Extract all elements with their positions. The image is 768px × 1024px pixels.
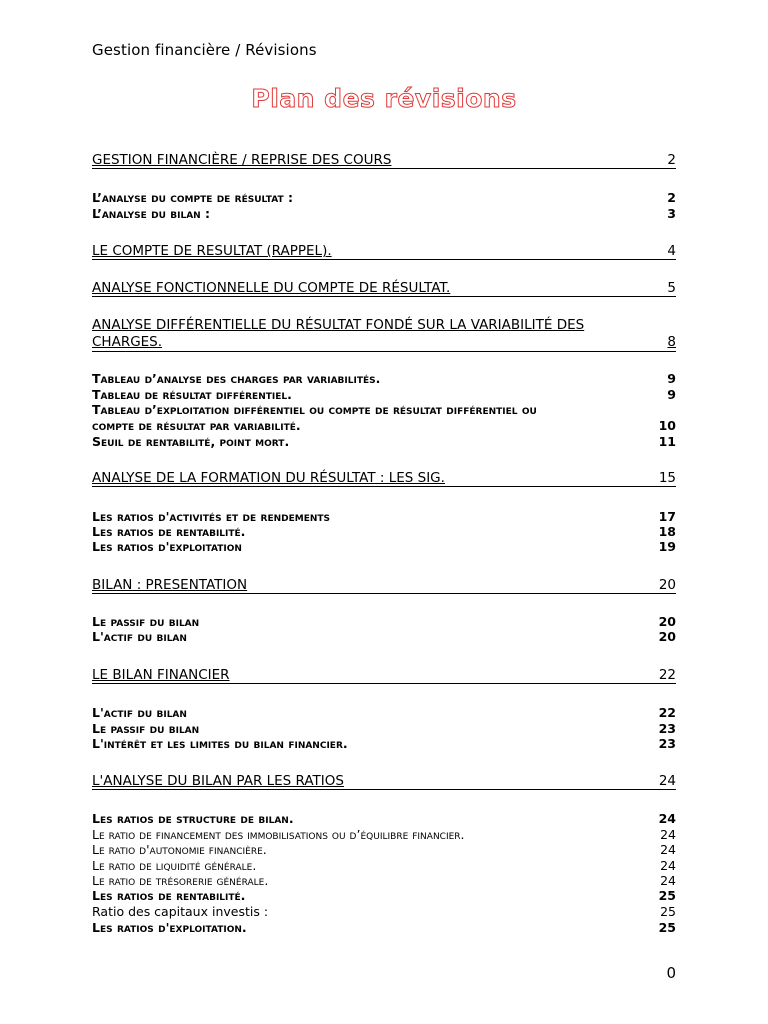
toc-entry-page: 2 (667, 152, 676, 168)
toc-entry-level3[interactable] (92, 873, 676, 888)
toc-entry-level2[interactable] (92, 614, 676, 629)
toc-entry-level1[interactable] (92, 280, 676, 297)
toc-entry-page: 23 (658, 721, 676, 736)
toc-entry-label: ANALYSE DIFFÉRENTIELLE DU RÉSULTAT FONDÉ SUR LA VARIABILITÉ DES (92, 317, 585, 333)
toc-entry-level3[interactable] (92, 858, 676, 873)
toc-entry-label: L’analyse du bilan : (92, 206, 211, 221)
toc-entry-label: Les ratios d'activités et de rendements (92, 509, 331, 524)
toc-entry-label: Le ratio de financement des immobilisations ou d’équilibre financier. (92, 827, 465, 842)
toc-entry-label: Le ratio d'autonomie financière. (92, 842, 267, 857)
toc-entry-page: 22 (658, 667, 676, 683)
toc-entry-label: Tableau de résultat différentiel. (92, 387, 292, 402)
toc-entry-page: 20 (658, 629, 676, 644)
toc-entry-level2[interactable] (92, 524, 676, 539)
toc-entry-label: ANALYSE FONCTIONNELLE DU COMPTE DE RÉSULTAT. (92, 280, 451, 296)
toc-entry-page: 3 (667, 206, 676, 221)
toc-entry-page: 15 (658, 470, 676, 486)
toc-entry-level2[interactable] (92, 920, 676, 935)
toc-entry-level2[interactable] (92, 371, 676, 386)
toc-entry-level1[interactable] (92, 773, 676, 790)
toc-entry-label: Tableau d’exploitation différentiel ou compte de résultat différentiel ou (92, 402, 537, 417)
toc-entry-level2[interactable] (92, 206, 676, 221)
toc-entry-level2[interactable] (92, 402, 676, 434)
toc-entry-page: 8 (667, 334, 676, 350)
toc-entry-label: Ratio des capitaux investis : (92, 904, 269, 919)
toc-entry-level2[interactable] (92, 811, 676, 826)
toc-entry-page: 24 (660, 858, 676, 873)
toc-entry-label: Le ratio de liquidité générale. (92, 858, 257, 873)
toc-entry-label: GESTION FINANCIÈRE / REPRISE DES COURS (92, 152, 392, 168)
toc-entry-label: L’analyse du compte de résultat : (92, 190, 293, 205)
document-title: Plan des révisions (251, 84, 517, 113)
toc-entry-label: L'intérêt et les limites du bilan financier. (92, 736, 348, 751)
toc-entry-level2[interactable] (92, 509, 676, 524)
toc-entry-level3[interactable] (92, 842, 676, 857)
toc-entry-label: L'ANALYSE DU BILAN PAR LES RATIOS (92, 773, 344, 789)
toc-entry-label: Le passif du bilan (92, 614, 200, 629)
toc-entry-page: 24 (660, 873, 676, 888)
toc-entry-page: 24 (660, 827, 676, 842)
toc-entry-level2[interactable] (92, 888, 676, 903)
toc-entry-level2[interactable] (92, 539, 676, 554)
toc-entry-page: 10 (658, 418, 676, 433)
toc-entry-level2[interactable] (92, 721, 676, 736)
toc-entry-label: ANALYSE DE LA FORMATION DU RÉSULTAT : LES SIG. (92, 470, 445, 486)
toc-entry-label: Le passif du bilan (92, 721, 200, 736)
toc-entry-level2[interactable] (92, 736, 676, 751)
toc-entry-page: 24 (658, 811, 676, 826)
page-number: 0 (666, 964, 676, 982)
toc-entry-page: 2 (667, 190, 676, 205)
toc-entry-label: Les ratios de rentabilité. (92, 524, 246, 539)
toc-entry-label: L'actif du bilan (92, 629, 187, 644)
toc-entry-label: L'actif du bilan (92, 705, 187, 720)
toc-entry-level3[interactable] (92, 827, 676, 842)
toc-entry-page: 25 (658, 920, 676, 935)
toc-entry-page: 9 (667, 387, 676, 402)
toc-entry-page: 20 (658, 577, 676, 593)
toc-entry-level2[interactable] (92, 190, 676, 205)
toc-entry-level2[interactable] (92, 434, 676, 449)
toc-entry-label: Seuil de rentabilité, point mort. (92, 434, 290, 449)
toc-entry-level2[interactable] (92, 629, 676, 644)
toc-entry-label: LE COMPTE DE RESULTAT (RAPPEL). (92, 243, 332, 259)
toc-entry-page: 19 (658, 539, 676, 554)
toc-entry-page: 17 (658, 509, 676, 524)
toc-entry-page: 11 (658, 434, 676, 449)
toc-entry-page: 24 (660, 842, 676, 857)
toc-entry-page: 23 (658, 736, 676, 751)
toc-entry-level1[interactable] (92, 470, 676, 487)
running-header: Gestion financière / Révisions (92, 41, 317, 59)
toc-entry-label: Tableau d’analyse des charges par variabilités. (92, 371, 381, 386)
toc-entry-level3[interactable] (92, 904, 676, 919)
toc-entry-page: 5 (667, 280, 676, 296)
toc-entry-level1[interactable] (92, 317, 676, 352)
toc-entry-page: 25 (658, 888, 676, 903)
toc-entry-level2[interactable] (92, 705, 676, 720)
toc-entry-label: LE BILAN FINANCIER (92, 667, 230, 683)
toc-entry-level2[interactable] (92, 387, 676, 402)
toc-entry-label: Le ratio de trésorerie générale. (92, 873, 269, 888)
toc-entry-level1[interactable] (92, 667, 676, 684)
toc-entry-page: 18 (658, 524, 676, 539)
toc-entry-label-continued: compte de résultat par variabilité. (92, 418, 301, 433)
toc-entry-label: Les ratios d'exploitation. (92, 920, 247, 935)
toc-entry-label-continued: CHARGES. (92, 334, 163, 350)
toc-entry-label: Les ratios de structure de bilan. (92, 811, 294, 826)
toc-entry-page: 24 (658, 773, 676, 789)
toc-entry-page: 25 (660, 904, 676, 919)
toc-entry-level1[interactable] (92, 152, 676, 169)
toc-entry-page: 20 (658, 614, 676, 629)
toc-entry-page: 22 (658, 705, 676, 720)
toc-entry-label: Les ratios de rentabilité. (92, 888, 246, 903)
toc-entry-page: 9 (667, 371, 676, 386)
toc-entry-label: Les ratios d'exploitation (92, 539, 242, 554)
toc-entry-page: 4 (667, 243, 676, 259)
toc-entry-label: BILAN : PRESENTATION (92, 577, 248, 593)
toc-entry-level1[interactable] (92, 243, 676, 260)
toc-entry-level1[interactable] (92, 577, 676, 594)
